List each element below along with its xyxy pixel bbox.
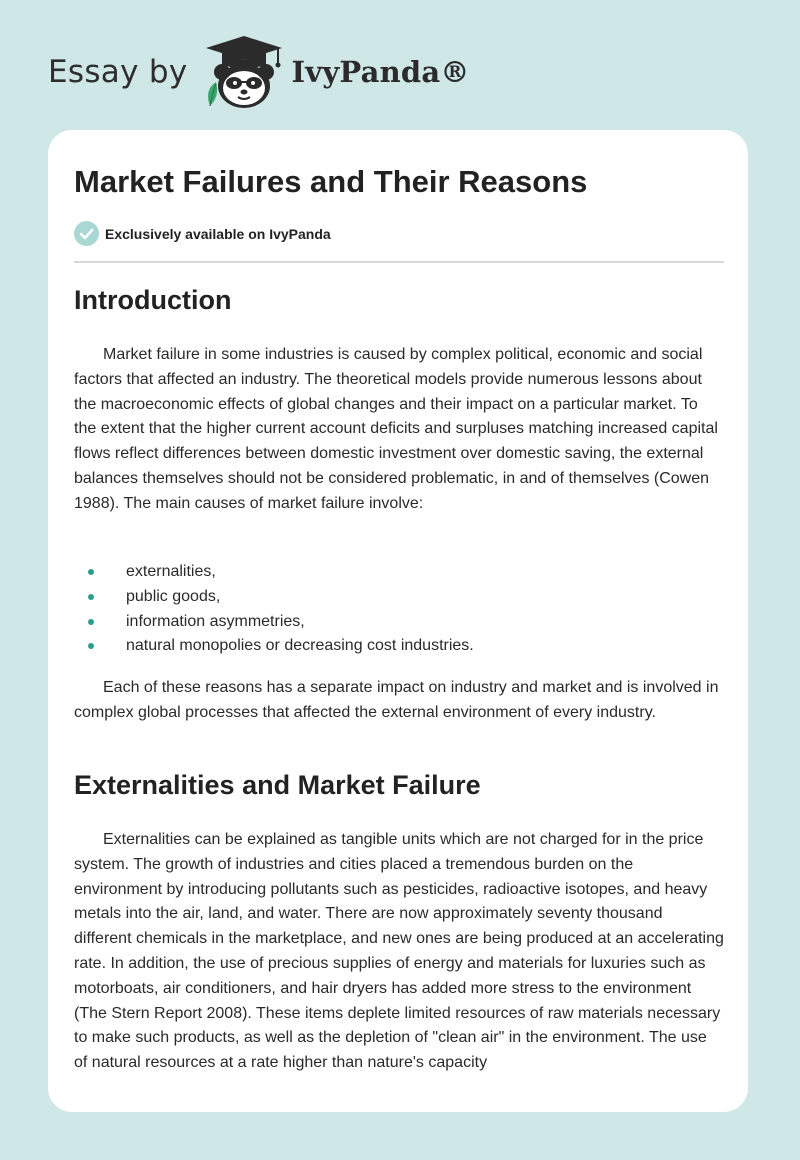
bullet-dot-icon	[88, 594, 94, 600]
bullet-dot-icon	[88, 619, 94, 625]
paragraph: Market failure in some industries is caused by complex political, economic and social factors that affected an industry. The theoretical models provide numerous lessons about the macroeconomic effects of global changes and their impact on a particular market. To the extent that the higher current account deficits and surpluses matching increased capital flows reflect differences between domestic investment over domestic saving, the external balances themselves should not be considered problematic, in and of themselves (Cowen 1988). The main causes of market failure involve:	[74, 346, 718, 512]
list-item-text: public goods,	[126, 587, 221, 605]
check-circle-icon	[74, 221, 99, 246]
bullet-dot-icon	[88, 643, 94, 649]
exclusive-badge	[74, 221, 331, 246]
causes-list	[74, 560, 474, 659]
exclusive-badge-label: Exclusively available on IvyPanda	[105, 225, 331, 242]
list-item-text: externalities,	[126, 563, 216, 580]
list-item	[74, 634, 474, 659]
graduate-panda-logo-icon	[200, 34, 288, 110]
list-item	[74, 560, 474, 585]
list-item-text: natural monopolies or decreasing cost industries.	[126, 637, 474, 655]
essay-card	[48, 130, 748, 1112]
title-divider	[74, 261, 724, 263]
paragraph: Externalities can be explained as tangible units which are not charged for in the price system. The growth of industries and cities placed a tremendous burden on the environment by introducing pollutants such as pesticides, radioactive isotopes, and heavy metals into the air, land, and water. There are now approximately seventy thousand different chemicals in the marketplace, and new ones are being produced at an accelerating rate. In addition, the use of precious supplies of energy and materials for luxuries such as motorboats, air conditioners, and hair dryers has added more stress to the environment (The Stern Report 2008). These items deplete limited resources of raw materials necessary to make such products, as well as the depletion of "clean air" in the environment. The use of natural resources at a rate higher than nature's capacity	[74, 831, 724, 1072]
brand-prefix: Essay by	[48, 54, 188, 90]
paragraph: Each of these reasons has a separate impact on industry and market and is involved in complex global processes that affected the external environment of every industry.	[74, 679, 719, 721]
section-heading-externalities: Externalities and Market Failure	[74, 770, 481, 800]
section-heading-introduction: Introduction	[74, 285, 232, 315]
list-item	[74, 585, 474, 610]
essay-title: Market Failures and Their Reasons	[74, 164, 588, 199]
bullet-dot-icon	[88, 569, 94, 575]
list-item-text: information asymmetries,	[126, 612, 305, 630]
brand-logo-link[interactable]	[48, 34, 470, 110]
list-item	[74, 610, 474, 635]
brand-name: IvyPanda®	[291, 55, 470, 89]
